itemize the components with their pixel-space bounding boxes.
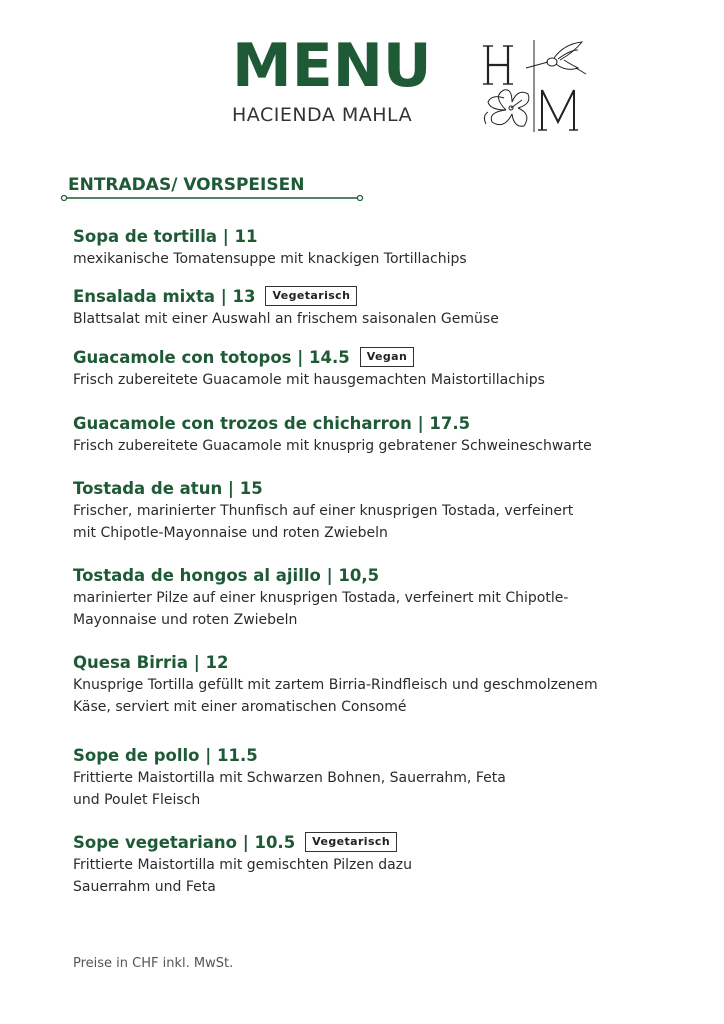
menu-item-header [73,224,693,248]
menu-title: MENU [232,31,432,101]
menu-header [232,31,432,126]
hibiscus-flower-icon [484,90,528,127]
menu-item-description: Knusprige Tortilla gefüllt mit zartem Birria-Rindfleisch und geschmolzenem [73,677,598,693]
menu-item-description: Frisch zubereitete Guacamole mit knusprig gebratener Schweineschwarte [73,438,592,454]
menu-item-description: und Poulet Fleisch [73,792,201,808]
menu-item [73,563,693,631]
logo-letter-m [538,90,578,130]
menu-item-description: mexikanische Tomatensuppe mit knackigen Tortillachips [73,251,467,267]
price-note: Preise in CHF inkl. MwSt. [73,956,234,971]
menu-item [73,743,693,811]
menu-item-description: Blattsalat mit einer Auswahl an frischem saisonalen Gemüse [73,311,499,327]
menu-item-description: mit Chipotle-Mayonnaise und roten Zwiebeln [73,525,388,541]
menu-item-description: Frittierte Maistortilla mit gemischten Pilzen dazu [73,857,412,873]
section-underline [60,194,364,202]
menu-item-header [73,345,693,369]
menu-item-description: marinierter Pilze auf einer knusprigen Tostada, verfeinert mit Chipotle- [73,590,569,606]
menu-item [73,284,693,330]
menu-item-description: Frischer, marinierter Thunfisch auf einer knusprigen Tostada, verfeinert [73,503,574,519]
menu-item-header [73,743,693,767]
menu-item-name: Ensalada mixta | 13 [73,286,256,306]
menu-item-header [73,411,693,435]
menu-item-header [73,476,693,500]
section-title: ENTRADAS/ VORSPEISEN [68,175,305,195]
menu-item-name: Sope de pollo | 11.5 [73,745,258,765]
menu-item [73,345,693,391]
menu-item-description: Frisch zubereitete Guacamole mit hausgemachten Maistortillachips [73,372,545,388]
menu-item-name: Tostada de hongos al ajillo | 10,5 [73,565,380,585]
menu-item [73,830,693,898]
menu-item [73,476,693,544]
menu-item-name: Tostada de atun | 15 [73,478,263,498]
menu-item-name: Guacamole con totopos | 14.5 [73,347,350,367]
menu-item-name: Sope vegetariano | 10.5 [73,832,296,852]
diet-badge: Vegetarisch [305,832,397,852]
restaurant-name: HACIENDA MAHLA [232,104,413,126]
menu-item-description: Frittierte Maistortilla mit Schwarzen Bohnen, Sauerrahm, Feta [73,770,506,786]
menu-item-name: Quesa Birria | 12 [73,652,229,672]
menu-item-description: Mayonnaise und roten Zwiebeln [73,612,298,628]
diet-badge: Vegetarisch [265,286,357,306]
menu-item-header [73,563,693,587]
menu-item-header [73,284,693,308]
menu-item-name: Guacamole con trozos de chicharron | 17.5 [73,413,471,433]
menu-item-header [73,650,693,674]
menu-item-description: Sauerrahm und Feta [73,879,216,895]
menu-item [73,411,693,457]
menu-item-name: Sopa de tortilla | 11 [73,226,258,246]
menu-item-description: Käse, serviert mit einer aromatischen Consomé [73,699,407,715]
menu-item [73,224,693,270]
diet-badge: Vegan [360,347,415,367]
menu-item [73,650,693,718]
hummingbird-icon [526,42,586,74]
logo-letter-h [483,46,513,84]
menu-item-header [73,830,693,854]
hacienda-logo [478,38,590,134]
